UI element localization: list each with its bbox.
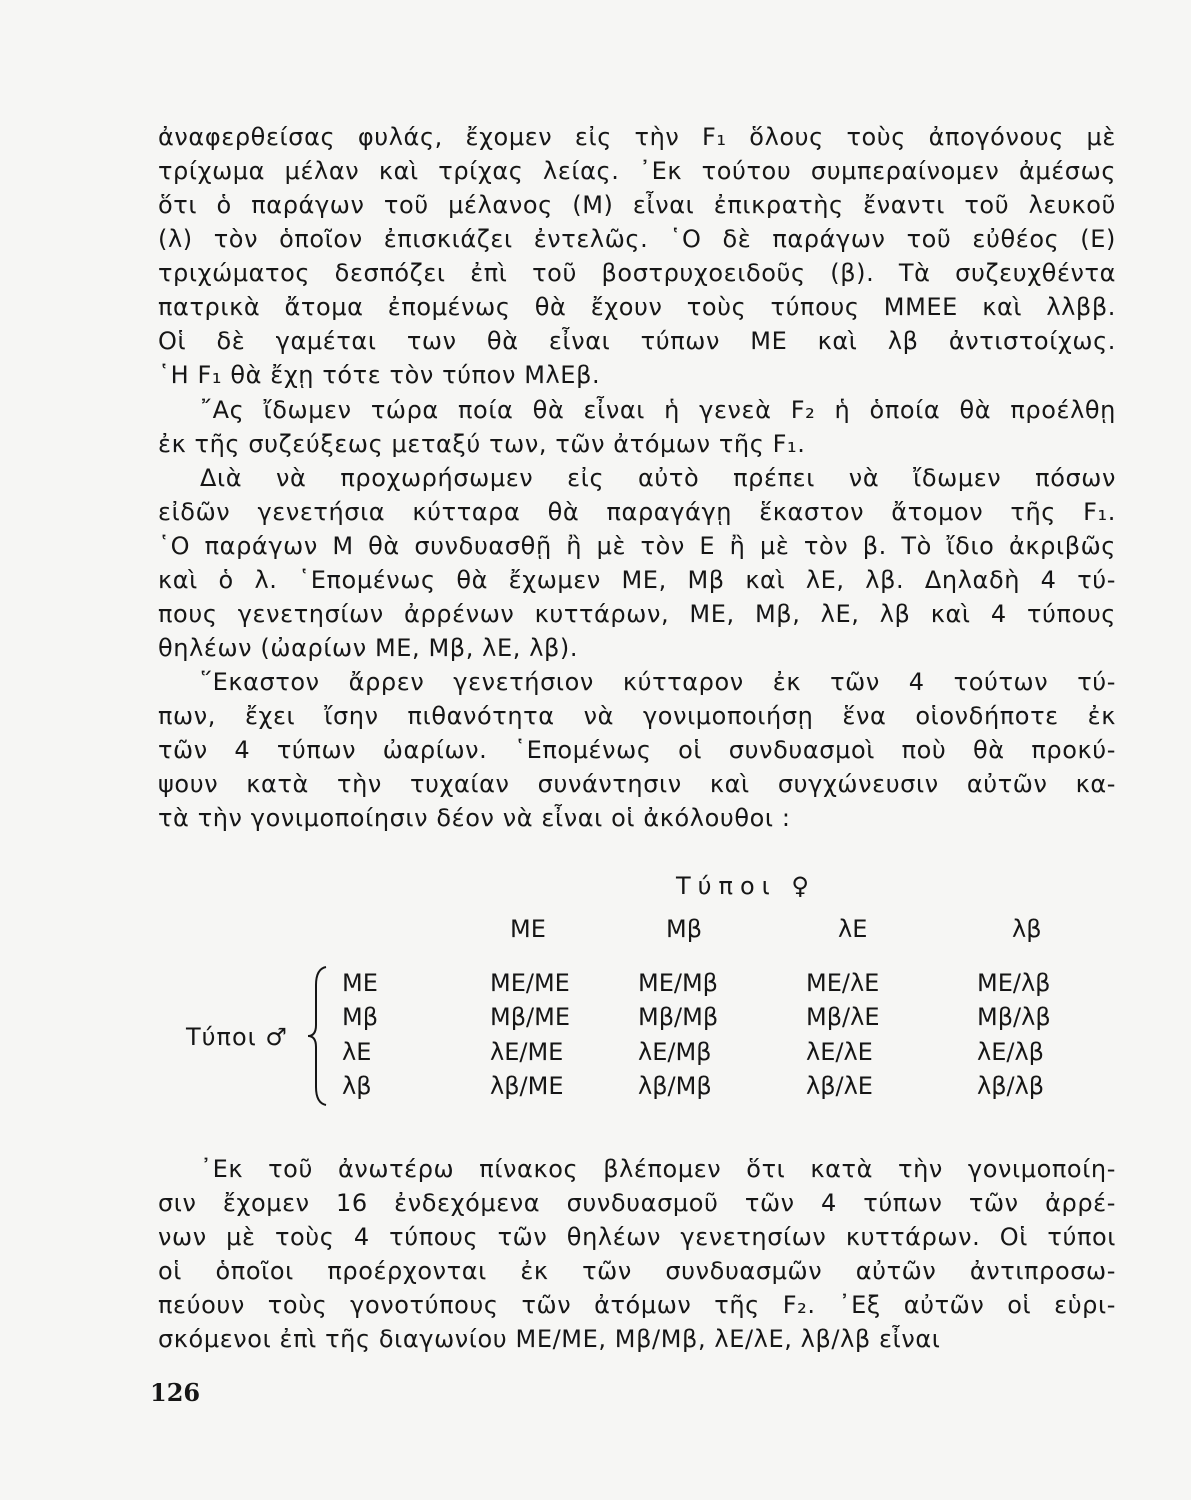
text-line: ἀναφερθείσας φυλάς, ἔχομεν εἰς τὴν F₁ ὅλους τοὺς ἀπογόνους μὲ [158, 123, 1116, 151]
table-title: Τύποι ♀ [676, 872, 817, 900]
table-row-label: Τύποι ♂ [186, 1023, 288, 1051]
text-line: τῶν 4 τύπων ὠαρίων. ῾Επομένως οἱ συνδυασμοὶ ποὺ θὰ προκύ- [158, 736, 1116, 764]
column-header: Μβ [666, 915, 703, 943]
text-line: οἱ ὁποῖοι προέρχονται ἐκ τῶν συνδυασμῶν αὐτῶν ἀντιπροσω- [158, 1257, 1116, 1285]
table-cell: λβ/Μβ [638, 1072, 712, 1100]
text-line: ῾Ο παράγων Μ θὰ συνδυασθῇ ἢ μὲ τὸν Ε ἢ μὲ τὸν β. Τὸ ἴδιο ἀκριβῶς [158, 532, 1116, 560]
row-header: λΕ [342, 1038, 372, 1066]
table-cell: λΕ/ΜΕ [490, 1038, 564, 1066]
brace-icon [306, 965, 330, 1107]
paragraph [158, 393, 1116, 461]
text-line: καὶ ὁ λ. ῾Επομένως θὰ ἔχωμεν ΜΕ, Μβ καὶ λΕ, λβ. Δηλαδὴ 4 τύ- [158, 566, 1116, 594]
table-cell: λΕ/Μβ [638, 1038, 712, 1066]
table-cell: λβ/ΜΕ [490, 1072, 564, 1100]
table-cell: Μβ/λβ [977, 1003, 1051, 1031]
text-line: ῾Η F₁ θὰ ἔχῃ τότε τὸν τύπον ΜλΕβ. [158, 361, 601, 389]
text-line: τριχώματος δεσπόζει ἐπὶ τοῦ βοστρυχοειδοῦς (β). Τὰ συζευχθέντα [158, 259, 1116, 287]
table-cell: λβ/λβ [977, 1072, 1045, 1100]
text-line: (λ) τὸν ὁποῖον ἐπισκιάζει ἐντελῶς. ῾Ο δὲ παράγων τοῦ εὐθέος (Ε) [158, 225, 1116, 253]
row-header: Μβ [342, 1003, 379, 1031]
paragraph [158, 1152, 1116, 1356]
table-cell: Μβ/λΕ [806, 1003, 880, 1031]
text-line: εἰδῶν γενετήσια κύτταρα θὰ παραγάγῃ ἕκαστον ἄτομον τῆς F₁. [158, 498, 1116, 526]
text-line: θηλέων (ὠαρίων ΜΕ, Μβ, λΕ, λβ). [158, 634, 579, 662]
table-cell: ΜΕ/λΕ [806, 969, 880, 997]
table-cell: Μβ/Μβ [638, 1003, 719, 1031]
text-line: τὰ τὴν γονιμοποίησιν δέον νὰ εἶναι οἱ ἀκόλουθοι : [158, 804, 791, 832]
table-cell: ΜΕ/λβ [977, 969, 1051, 997]
text-line: ᾿Εκ τοῦ ἀνωτέρω πίνακος βλέπομεν ὅτι κατὰ τὴν γονιμοποίη- [200, 1155, 1116, 1183]
column-header: ΜΕ [510, 915, 546, 943]
table-cell: λΕ/λβ [977, 1038, 1044, 1066]
paragraph [158, 665, 1116, 835]
text-line: σκόμενοι ἐπὶ τῆς διαγωνίου ΜΕ/ΜΕ, Μβ/Μβ, λΕ/λΕ, λβ/λβ εἶναι [158, 1325, 941, 1353]
text-line: Διὰ νὰ προχωρήσωμεν εἰς αὐτὸ πρέπει νὰ ἴδωμεν πόσων [200, 464, 1116, 492]
text-line: ὅτι ὁ παράγων τοῦ μέλανος (Μ) εἶναι ἐπικρατὴς ἔναντι τοῦ λευκοῦ [158, 191, 1116, 219]
text-line: πεύουν τοὺς γονοτύπους τῶν ἀτόμων τῆς F₂. ᾿Εξ αὐτῶν οἱ εὑρι- [158, 1291, 1116, 1319]
text-line: ῎Ας ἴδωμεν τώρα ποία θὰ εἶναι ἡ γενεὰ F₂ ἡ ὁποία θὰ προέλθῃ [200, 396, 1116, 424]
text-line: ψουν κατὰ τὴν τυχαίαν συνάντησιν καὶ συγχώνευσιν αὐτῶν κα- [158, 770, 1116, 798]
text-line: σιν ἔχομεν 16 ἐνδεχόμενα συνδυασμοῦ τῶν 4 τύπων τῶν ἀρρέ- [158, 1189, 1116, 1217]
text-line: ῞Εκαστον ἄρρεν γενετήσιον κύτταρον ἐκ τῶν 4 τούτων τύ- [200, 668, 1116, 696]
paragraph [158, 120, 1116, 392]
row-header: λβ [342, 1072, 372, 1100]
text-line: πους γενετησίων ἀρρένων κυττάρων, ΜΕ, Μβ, λΕ, λβ καὶ 4 τύπους [158, 600, 1116, 628]
table-cell: ΜΕ/Μβ [638, 969, 718, 997]
text-line: Οἱ δὲ γαμέται των θὰ εἶναι τύπων ΜΕ καὶ λβ ἀντιστοίχως. [158, 327, 1116, 355]
page-number: 126 [150, 1378, 201, 1407]
column-header: λΕ [838, 915, 868, 943]
text-line: τρίχωμα μέλαν καὶ τρίχας λείας. ᾿Εκ τούτου συμπεραίνομεν ἀμέσως [158, 157, 1116, 185]
table-cell: λΕ/λΕ [806, 1038, 873, 1066]
text-line: ἐκ τῆς συζεύξεως μεταξύ των, τῶν ἀτόμων τῆς F₁. [158, 430, 806, 458]
text-line: νων μὲ τοὺς 4 τύπους τῶν θηλέων γενετησίων κυττάρων. Οἱ τύποι [158, 1223, 1116, 1251]
table-cell: Μβ/ΜΕ [490, 1003, 570, 1031]
paragraph [158, 461, 1116, 665]
table-cell: λβ/λΕ [806, 1072, 873, 1100]
text-line: πατρικὰ ἄτομα ἐπομένως θὰ ἔχουν τοὺς τύπους ΜΜΕΕ καὶ λλββ. [158, 293, 1116, 321]
column-header: λβ [1012, 915, 1042, 943]
table-cell: ΜΕ/ΜΕ [490, 969, 570, 997]
row-header: ΜΕ [342, 969, 378, 997]
text-line: πων, ἔχει ἴσην πιθανότητα νὰ γονιμοποιήσῃ ἕνα οἱονδήποτε ἐκ [158, 702, 1116, 730]
